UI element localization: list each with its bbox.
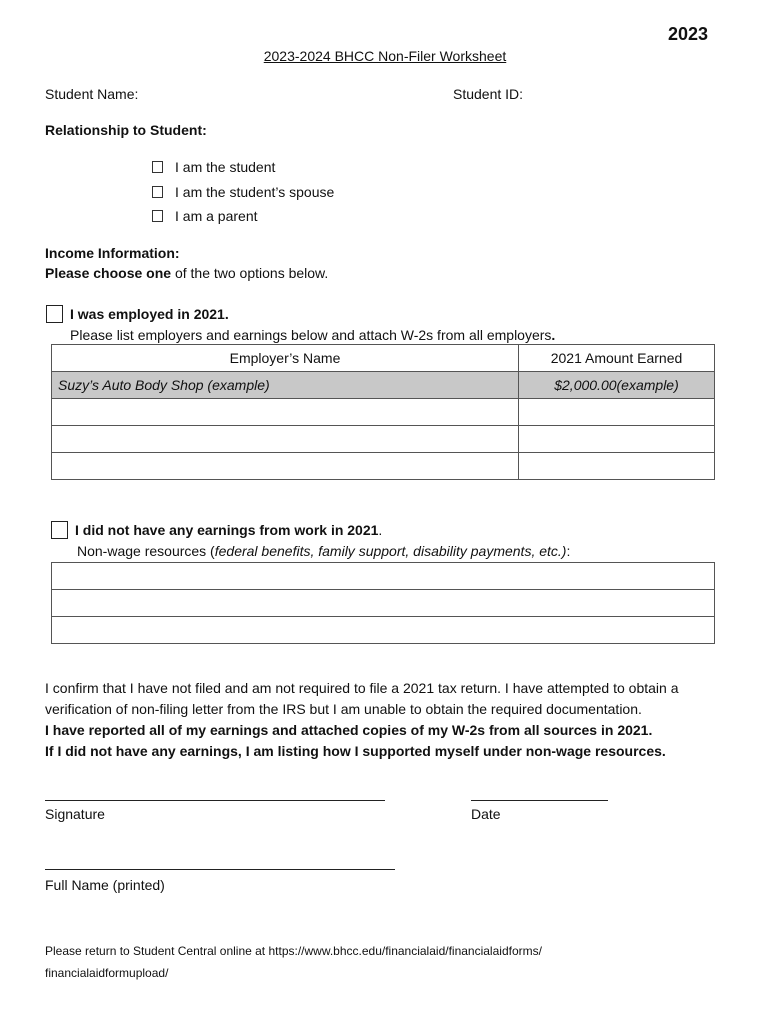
table-row	[52, 399, 715, 426]
employer-name-header: Employer’s Name	[52, 345, 519, 372]
full-name-line[interactable]	[45, 869, 395, 870]
option-label: I am a parent	[175, 208, 258, 224]
signature-line[interactable]	[45, 800, 385, 801]
full-name-label: Full Name (printed)	[45, 877, 165, 893]
option-label: I am the student’s spouse	[175, 184, 335, 200]
certification-bold-1: I have reported all of my earnings and attached copies of my W-2s from all sources in 2021.	[45, 722, 653, 738]
employed-instruction-end: .	[551, 327, 556, 343]
return-instructions-line1: Please return to Student Central online at https://www.bhcc.edu/financialaid/financialaidforms/	[45, 944, 542, 958]
table-row-example	[52, 372, 715, 399]
certification-text: I confirm that I have not filed and am not required to file a 2021 tax return. I have attempted to obtain a verification of non-filing letter from the IRS but I am unable to obtain the required documentation.	[45, 680, 679, 717]
amount-input[interactable]	[519, 453, 715, 480]
table-header-row	[52, 345, 715, 372]
table-row	[52, 426, 715, 453]
certification-bold-2: If I did not have any earnings, I am listing how I supported myself under non-wage resources.	[45, 743, 666, 759]
income-choose-rest: of the two options below.	[171, 265, 329, 281]
example-amount-cell: $2,000.00(example)	[519, 372, 715, 399]
employer-name-input[interactable]	[52, 426, 519, 453]
income-choose-bold: Please choose one	[45, 265, 172, 281]
table-row	[52, 590, 715, 617]
student-name-label: Student Name:	[45, 86, 139, 102]
employer-name-input[interactable]	[52, 399, 519, 426]
income-heading: Income Information:	[45, 245, 180, 261]
relationship-option-spouse[interactable]	[152, 184, 334, 200]
income-instruction	[45, 265, 328, 281]
employer-table	[51, 344, 715, 480]
non-wage-italic: federal benefits, family support, disability payments, etc.)	[214, 543, 567, 559]
non-wage-input[interactable]	[52, 563, 715, 590]
example-employer-cell: Suzy’s Auto Body Shop (example)	[52, 372, 519, 399]
employed-instruction	[70, 327, 555, 343]
no-earnings-label: I did not have any earnings from work in 2021	[75, 522, 379, 538]
no-earnings-checkbox[interactable]	[51, 521, 68, 539]
certification-statement	[45, 678, 735, 762]
amount-input[interactable]	[519, 399, 715, 426]
relationship-heading: Relationship to Student:	[45, 122, 207, 138]
date-line[interactable]	[471, 800, 608, 801]
non-wage-instruction	[77, 543, 570, 559]
checkbox[interactable]	[152, 186, 163, 198]
no-earnings-label-end: .	[378, 522, 383, 538]
employed-instruction-text: Please list employers and earnings below and attach W-2s from all employers	[70, 327, 552, 343]
option-label: I am the student	[175, 159, 276, 175]
table-row	[52, 563, 715, 590]
relationship-option-parent[interactable]	[152, 208, 258, 224]
employer-name-input[interactable]	[52, 453, 519, 480]
amount-earned-header: 2021 Amount Earned	[519, 345, 715, 372]
table-row	[52, 617, 715, 644]
non-wage-input[interactable]	[52, 590, 715, 617]
return-instructions-line2: financialaidformupload/	[45, 966, 169, 980]
return-instructions	[45, 940, 735, 984]
non-wage-input[interactable]	[52, 617, 715, 644]
table-row	[52, 453, 715, 480]
form-title: 2023-2024 BHCC Non-Filer Worksheet	[263, 48, 507, 64]
signature-label: Signature	[45, 806, 105, 822]
student-id-label: Student ID:	[453, 86, 524, 102]
non-wage-end: :	[566, 543, 571, 559]
relationship-option-student[interactable]	[152, 159, 275, 175]
non-wage-table	[51, 562, 715, 644]
employed-checkbox[interactable]	[46, 305, 63, 323]
no-earnings-label-line	[75, 522, 382, 538]
date-label: Date	[471, 806, 501, 822]
employed-label: I was employed in 2021.	[70, 306, 229, 322]
form-year: 2023	[668, 24, 709, 44]
checkbox[interactable]	[152, 210, 163, 222]
non-wage-start: Non-wage resources (	[77, 543, 215, 559]
amount-input[interactable]	[519, 426, 715, 453]
checkbox[interactable]	[152, 161, 163, 173]
